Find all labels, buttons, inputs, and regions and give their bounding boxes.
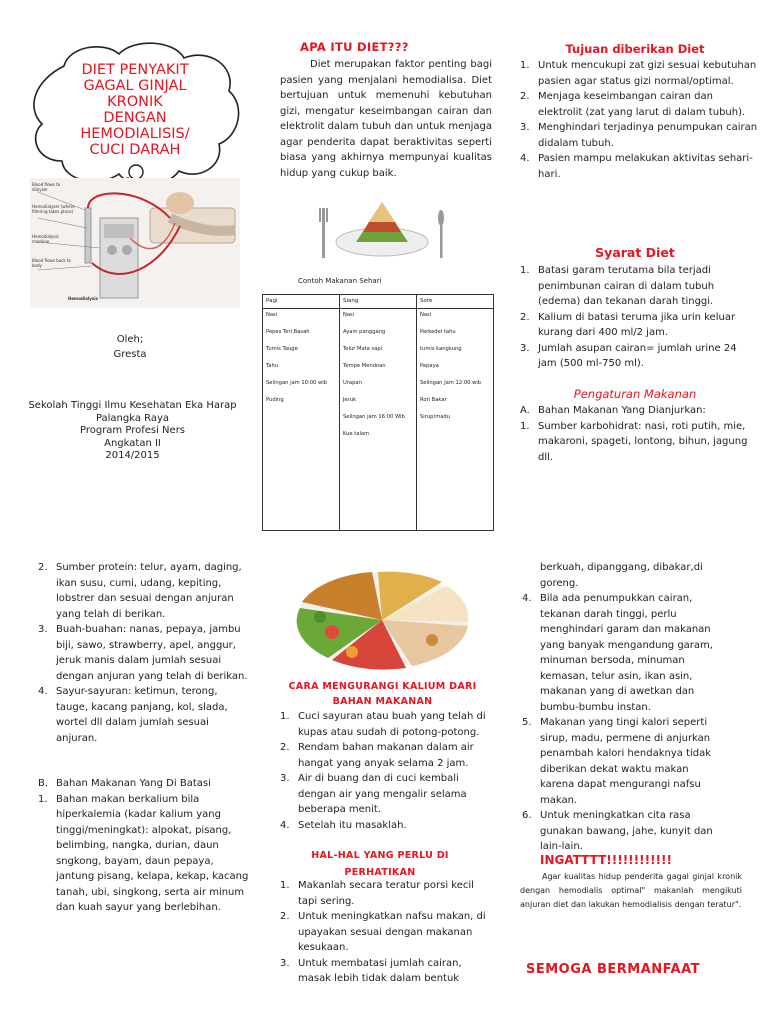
hemodialysis-illustration [30, 178, 240, 308]
ingat-heading: INGATTTT!!!!!!!!!!!! [540, 853, 672, 867]
diagram-label-4: Blood flows back to body [32, 258, 71, 268]
list-item: 4. Bila ada penumpukkan cairan, tekanan darah tinggi, perlu menghindari garam dan makanan yang banyak mengandung garam, minuman bersoda, minuman kemasan, telur asin, ikan asin, makanan yang di awetkan dan bumbu-bumbu instan. [522, 593, 713, 713]
list-item: 2. Kalium di batasi teruma jika urin keluar kurang dari 400 ml/2 jam. [520, 311, 736, 338]
perhatikan-heading: HAL-HAL YANG PERLU DI PERHATIKAN [311, 850, 449, 878]
author-block [60, 332, 200, 362]
menu-header-siang: Siang [340, 295, 417, 309]
menu-col-pagi: Nasi Pepes Teri Basah Tumis Tauge Tahu Selingan jam 10:00 wib Puding [263, 309, 340, 531]
menu-caption: Contoh Makanan Sehari [298, 277, 382, 285]
apa-itu-heading: APA ITU DIET??? [300, 40, 409, 54]
tujuan-list [520, 58, 758, 182]
list-item: 5. Makanan yang tingi kalori seperti sirup, madu, permene di anjurkan penambah kalori hendaknya tidak diberikan dekat waktu makan karena dapat mengurangi nafsu makan. [522, 717, 712, 806]
menu-table [262, 294, 494, 531]
list-item: 3. Untuk membatasi jumlah cairan, masak lebih tidak dalam bentuk [280, 957, 462, 984]
list-item: 4. Sayur-sayuran: ketimun, terong, tauge, kacang panjang, kol, slada, wortel dll dalam jumlah sesuai anjuran. [38, 686, 228, 744]
lanjutan-block: berkuah, dipanggang, dibakar,di goreng. 4. Bila ada penumpukkan cairan, tekanan darah tinggi, perlu menghindari garam dan makanan yang banyak mengandung garam, minuman bersoda, minuman kemasan, telur asin, ikan asin, makanan yang di awetkan dan bumbu-bumbu instan. 5. Makanan yang tingi kalori seperti sirup, madu, permene di anjurkan penambah kalori hendaknya tidak diberikan dekat waktu makan karena dapat mengurangi nafsu makan. 6. Untuk meningkatkan cita rasa gunakan bawang, jahe, kunyit dan lain-lain. [522, 560, 722, 855]
menu-header-pagi: Pagi [263, 295, 340, 309]
list-item: 1. Makanlah secara teratur porsi kecil tapi sering. [280, 880, 474, 907]
food-pyramid-plate-image [316, 198, 448, 264]
diagram-label-5: Hemodialysis [68, 296, 99, 301]
syarat-heading: Syarat Diet [595, 245, 675, 260]
list-item: 1. Cuci sayuran atau buah yang telah di kupas atau sudah di potong-potong. [280, 711, 486, 738]
pengaturan-list [520, 419, 758, 466]
food-plate-image [292, 562, 472, 672]
list-item: 3. Menghindari terjadinya penumpukan cairan didalam tubuh. [520, 122, 758, 149]
list-item: 2. Menjaga keseimbangan cairan dan elektrolit (zat yang larut di dalam tubuh). [520, 91, 746, 118]
diagram-label-3: Hemodialysis machine [32, 234, 59, 244]
pengaturan-block: A. Bahan Makanan Yang Dianjurkan: 1. Sumber karbohidrat: nasi, roti putih, mie, makaroni, spageti, lontong, bihun, jagung dll. [520, 403, 758, 465]
list-item: 1. Bahan makan berkalium bila hiperkalemia (kadar kalium yang tinggi/meningkat): alpokat, pisang, belimbing, nangka, durian, daun sngkong, bayam, daun pepaya, jantung pisang, kelapa, kekap, kacang tanah, ubi, singkong, serta air minum dan kuah sayur yang berlebihan. [38, 793, 249, 913]
dibatasi-block: B. Bahan Makanan Yang Di Batasi 1. Bahan makan berkalium bila hiperkalemia (kadar kalium yang tinggi/meningkat): alpokat, pisang, belimbing, nangka, durian, daun sngkong, bayam, daun pepaya, jantung pisang, kelapa, kekap, kacang tanah, ubi, singkong, serta air minum dan kuah sayur yang berlebihan. [38, 776, 250, 916]
author-name: Gresta [113, 349, 147, 360]
by-label: Oleh; [116, 334, 144, 345]
menu-col-sore: Nasi Perkedel tahu tumis kangkung Pepaya Selingan Jam 12:00 wib Roti Bakar Sirup/madu [417, 309, 494, 531]
apa-itu-body: Diet merupakan faktor penting bagi pasien yang menjalani hemodialisa. Diet bertujuan untuk memenuhi kebutuhan gizi, mengatur keseimbangan cairan dan elektrolit dalam tubuh dan untuk menjaga agar penderita dapat beraktivitas seperti biasa yang akhirnya mempunyai kualitas hidup yang cukup baik. [280, 59, 492, 179]
list-item: 4. Setelah itu masaklah. [280, 819, 407, 831]
list-item: 3. Air di buang dan di cuci kembali dengan air yang mengalir selama beberapa menit. [280, 773, 467, 815]
menu-col-siang: Nasi Ayam panggang Telur Mata sapi Tempe Mendoan Urapan Jeruk Selingan jam 16:00 Wib Kue talam [340, 309, 417, 531]
tujuan-heading: Tujuan diberikan Diet [565, 42, 705, 56]
list-item: 1. Untuk mencukupi zat gizi sesuai kebutuhan pasien agar status gizi normal/optimal. [520, 60, 757, 87]
perhatikan-list [280, 878, 492, 987]
title-cloud [24, 36, 246, 196]
list-item: 1. Batasi garam terutama bila terjadi penimbunan cairan di dalam tubuh (edema) dan tekanan darah tinggi. [520, 265, 715, 307]
list-item: 2. Untuk meningkatkan nafsu makan, di upayakan sesuai dengan makanan kesukaan. [280, 911, 486, 953]
diagram-label-1: Blood flows to dialyzer [32, 182, 61, 192]
lanjutan-list [522, 591, 722, 855]
anjuran-list [38, 560, 250, 746]
list-item: 2. Sumber protein: telur, ayam, daging, ikan susu, cumi, udang, kepiting, lobstrer dan sesuai dengan anjuran yang telah di berikan. [38, 562, 242, 620]
list-item: 2. Rendam bahan makanan dalam air hangat yang anyak selama 2 jam. [280, 742, 474, 769]
list-item: 3. Jumlah asupan cairan= jumlah urine 24 jam (500 ml-750 ml). [520, 342, 737, 369]
diagram-label-2: Hemodialyzer (where filtering takes place) [32, 204, 75, 214]
list-item: 3. Buah-buahan: nanas, pepaya, jambu biji, sawo, strawberry, apel, anggur, jeruk manis dalam jumlah sesuai dengan anjuran yang telah di berikan. [38, 624, 248, 682]
closing-text: SEMOGA BERMANFAAT [526, 962, 701, 977]
syarat-list [520, 263, 758, 372]
menu-header-sore: Sore [417, 295, 494, 309]
list-item: 1. Sumber karbohidrat: nasi, roti putih, mie, makaroni, spageti, lontong, bihun, jagung dll. [520, 420, 748, 463]
list-item: 4. Pasien mampu melakukan aktivitas sehari-hari. [520, 153, 753, 180]
cover-title: DIET PENYAKIT GAGAL GINJAL KRONIK DENGAN HEMODIALISIS/ CUCI DARAH [80, 62, 190, 158]
ingat-body: Agar kualitas hidup penderita gagal ginjal kronik dengan hemodialis optimal" makanlah mengikuti anjuran diet dan lakukan hemodialisis dengan teratur". [520, 872, 742, 909]
kalium-list [280, 709, 492, 833]
pengaturan-heading: Pengaturan Makanan [573, 387, 697, 401]
list-item: 6. Untuk meningkatkan cita rasa gunakan bawang, jahe, kunyit dan lain-lain. [522, 810, 713, 852]
institution-block: Sekolah Tinggi Ilmu Kesehatan Eka Harap Palangka Raya Program Profesi Ners Angkatan II 2014/2015 [28, 400, 237, 461]
kalium-heading: CARA MENGURANGI KALIUM DARI BAHAN MAKANAN [288, 681, 477, 707]
